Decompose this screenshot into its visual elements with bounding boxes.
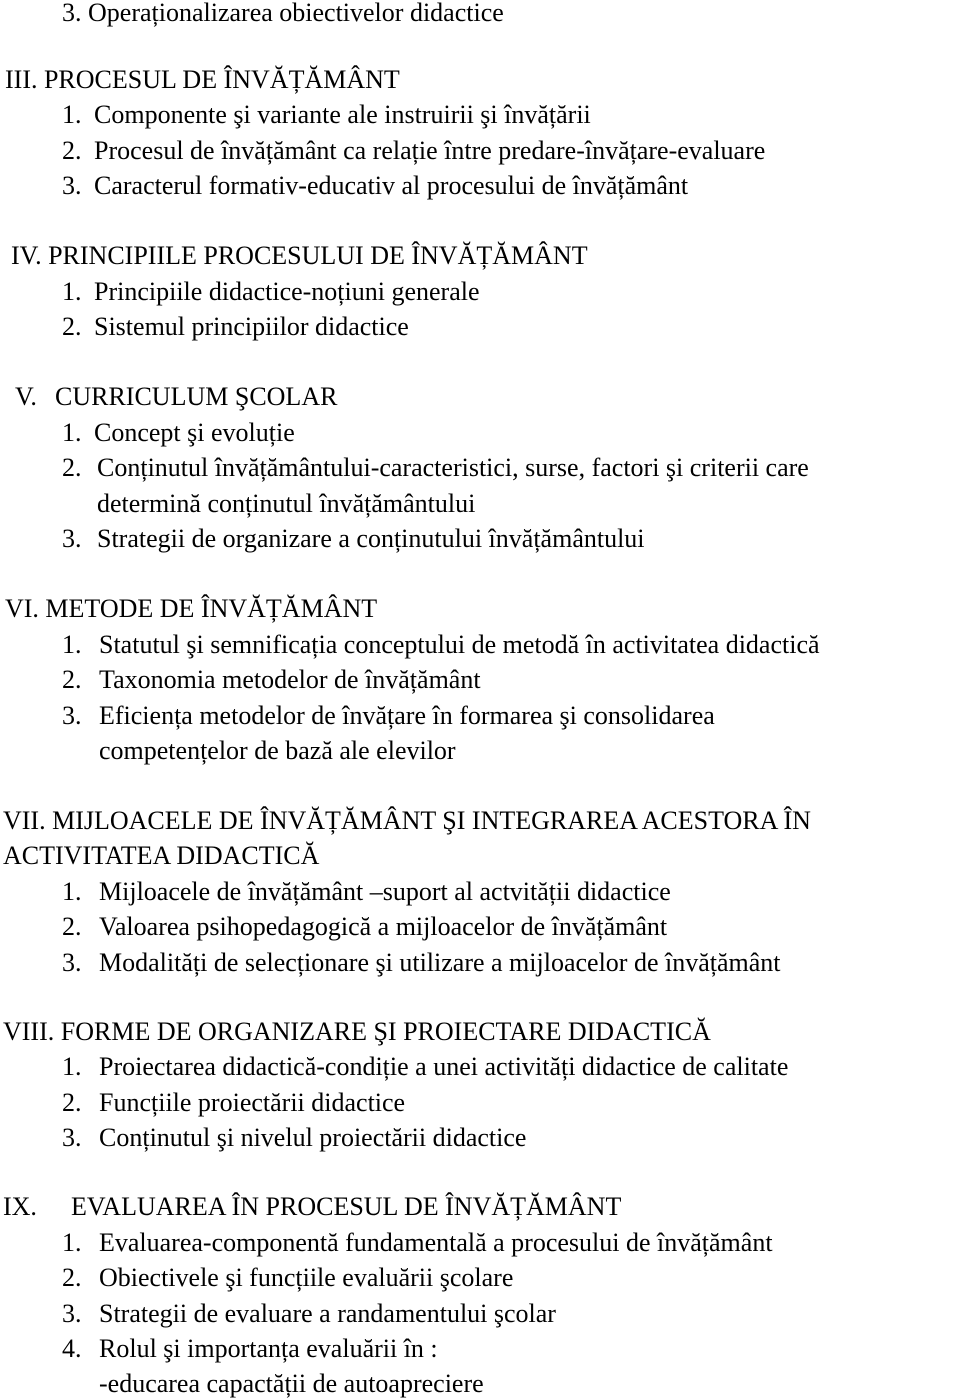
item-text: Valoarea psihopedagogică a mijloacelor de învățământ <box>99 912 668 941</box>
item-text: Conținutul învățământului-caracteristici, surse, factori şi criterii care <box>97 453 809 482</box>
item-number: 1. <box>62 100 82 129</box>
item-text: Principiile didactice-noțiuni generale <box>94 277 480 306</box>
item-number: 3. <box>62 0 82 27</box>
item-text: Sistemul principiilor didactice <box>94 312 409 341</box>
item-text-continuation: -educarea capactății de autoapreciere <box>99 1369 484 1398</box>
item-text: Taxonomia metodelor de învățământ <box>99 665 481 694</box>
section-heading-vii: VII. MIJLOACELE DE ÎNVĂȚĂMÂNT ŞI INTEGRAREA ACESTORA ÎN <box>3 806 811 835</box>
item-text: Caracterul formativ-educativ al procesului de învățământ <box>94 171 689 200</box>
section-number-v: V. <box>15 382 37 411</box>
item-text: Proiectarea didactică-condiție a unei activități didactice de calitate <box>99 1052 789 1081</box>
section-heading-iv: IV. PRINCIPIILE PROCESULUI DE ÎNVĂȚĂMÂNT <box>11 241 588 270</box>
section-heading-vi: VI. METODE DE ÎNVĂȚĂMÂNT <box>5 594 378 623</box>
item-text: Rolul şi importanța evaluării în : <box>99 1334 438 1363</box>
item-number: 3. <box>62 1123 82 1152</box>
section-heading-iii: III. PROCESUL DE ÎNVĂȚĂMÂNT <box>5 65 400 94</box>
item-number: 3. <box>62 171 82 200</box>
item-text: Componente şi variante ale instruirii şi învățării <box>94 100 591 129</box>
item-number: 1. <box>62 1052 82 1081</box>
item-text: Operaționalizarea obiectivelor didactice <box>88 0 504 27</box>
section-number-ix: IX. <box>3 1192 37 1221</box>
item-number: 4. <box>62 1334 82 1363</box>
item-text-continuation: determină conținutul învățământului <box>97 489 476 518</box>
item-text: Procesul de învățământ ca relație între predare-învățare-evaluare <box>94 136 766 165</box>
item-number: 3. <box>62 948 82 977</box>
item-number: 2. <box>62 453 82 482</box>
item-text: Obiectivele şi funcțiile evaluării şcolare <box>99 1263 514 1292</box>
item-number: 1. <box>62 877 82 906</box>
item-number: 2. <box>62 1088 82 1117</box>
item-number: 2. <box>62 912 82 941</box>
item-number: 2. <box>62 136 82 165</box>
item-number: 2. <box>62 665 82 694</box>
item-text: Evaluarea-componentă fundamentală a procesului de învățământ <box>99 1228 773 1257</box>
item-number: 2. <box>62 1263 82 1292</box>
item-text: Strategii de evaluare a randamentului şcolar <box>99 1299 556 1328</box>
item-number: 1. <box>62 630 82 659</box>
section-heading-v: CURRICULUM ŞCOLAR <box>55 382 338 411</box>
section-heading-viii: VIII. FORME DE ORGANIZARE ŞI PROIECTARE DIDACTICĂ <box>3 1017 711 1046</box>
section-heading-vii-continuation: ACTIVITATEA DIDACTICĂ <box>3 841 320 870</box>
item-text: Modalități de selecționare şi utilizare a mijloacelor de învățământ <box>99 948 781 977</box>
item-number: 3. <box>62 701 82 730</box>
item-text: Statutul şi semnificația conceptului de metodă în activitatea didactică <box>99 630 820 659</box>
item-number: 2. <box>62 312 82 341</box>
section-heading-ix: EVALUAREA ÎN PROCESUL DE ÎNVĂȚĂMÂNT <box>71 1192 622 1221</box>
item-text: Mijloacele de învățământ –suport al actvității didactice <box>99 877 671 906</box>
item-text: Conținutul şi nivelul proiectării didactice <box>99 1123 527 1152</box>
item-text: Strategii de organizare a conținutului învățământului <box>97 524 645 553</box>
item-number: 3. <box>62 1299 82 1328</box>
item-number: 1. <box>62 418 82 447</box>
item-text-continuation: competențelor de bază ale elevilor <box>99 736 456 765</box>
item-number: 1. <box>62 1228 82 1257</box>
item-text: Concept şi evoluție <box>94 418 295 447</box>
item-number: 3. <box>62 524 82 553</box>
item-text: Funcțiile proiectării didactice <box>99 1088 406 1117</box>
item-number: 1. <box>62 277 82 306</box>
item-text: Eficiența metodelor de învățare în formarea şi consolidarea <box>99 701 715 730</box>
